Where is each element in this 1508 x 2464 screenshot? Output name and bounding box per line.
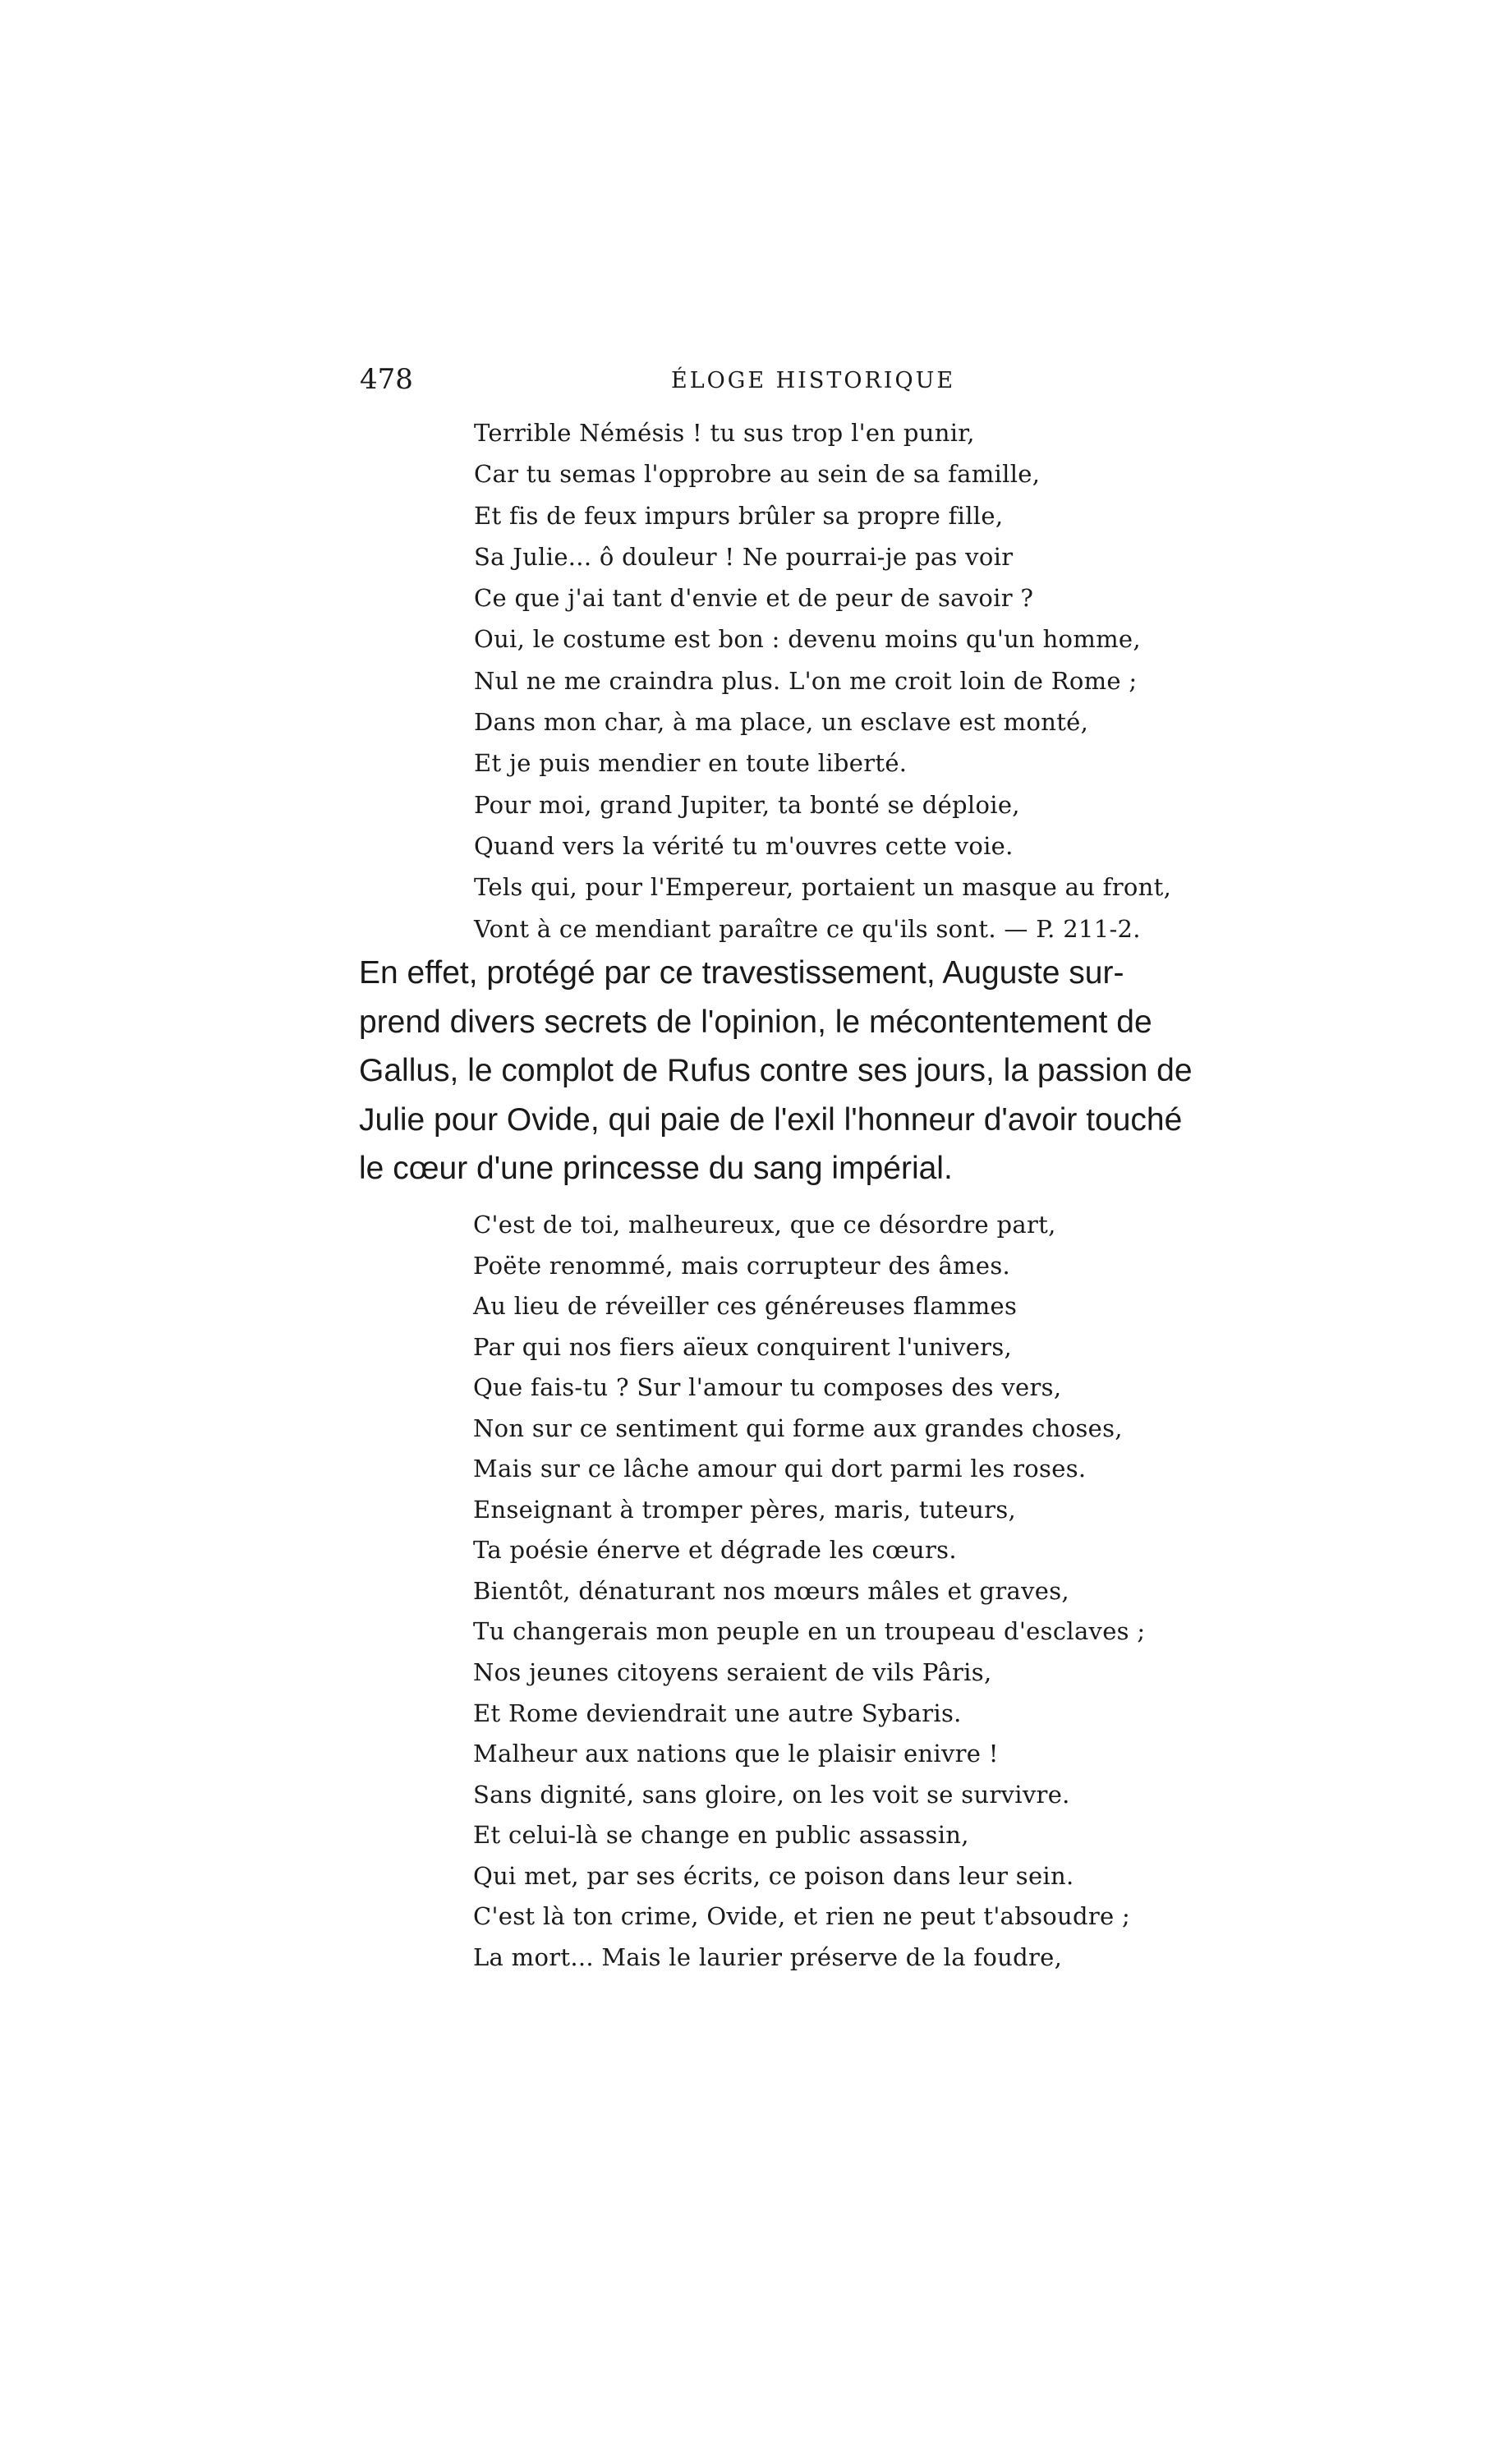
verse-line: Enseignant à tromper pères, maris, tuteurs, xyxy=(473,1495,1017,1524)
verse-line: C'est là ton crime, Ovide, et rien ne peut t'absoudre ; xyxy=(473,1902,1131,1931)
verse-line: Ce que j'ai tant d'envie et de peur de savoir ? xyxy=(474,584,1034,613)
prose-line: prend divers secrets de l'opinion, le mécontentement de xyxy=(359,1004,1152,1040)
verse-block-2 xyxy=(473,1205,1145,1978)
page-number: 478 xyxy=(360,363,413,396)
verse-block-1 xyxy=(474,412,1171,949)
verse-line: Terrible Némésis ! tu sus trop l'en punir, xyxy=(474,419,975,447)
verse-line: Pour moi, grand Jupiter, ta bonté se déploie, xyxy=(474,790,1020,819)
prose-line: En effet, protégé par ce travestissement, Auguste sur- xyxy=(359,955,1124,991)
verse-line: Quand vers la vérité tu m'ouvres cette voie. xyxy=(474,831,1014,860)
verse-line: Ta poésie énerve et dégrade les cœurs. xyxy=(473,1536,957,1565)
verse-line: Nul ne me craindra plus. L'on me croit loin de Rome ; xyxy=(474,666,1138,695)
verse-line: Nos jeunes citoyens seraient de vils Pâris, xyxy=(473,1658,992,1687)
verse-line: La mort... Mais le laurier préserve de la foudre, xyxy=(473,1942,1063,1971)
running-head: ÉLOGE HISTORIQUE xyxy=(671,368,956,393)
verse-line: Et je puis mendier en toute liberté. xyxy=(474,749,908,778)
verse-line: Par qui nos fiers aïeux conquirent l'univers, xyxy=(473,1332,1013,1361)
verse-line: Oui, le costume est bon : devenu moins qu'un homme, xyxy=(474,625,1141,654)
verse-line: Et celui-là se change en public assassin, xyxy=(473,1821,969,1850)
verse-line: Malheur aux nations que le plaisir enivre ! xyxy=(473,1740,999,1768)
verse-line: Mais sur ce lâche amour qui dort parmi les roses. xyxy=(473,1455,1087,1483)
verse-line: Tels qui, pour l'Empereur, portaient un masque au front, xyxy=(474,873,1172,902)
verse-line: Dans mon char, à ma place, un esclave est monté, xyxy=(474,708,1089,737)
prose-line: Julie pour Ovide, qui paie de l'exil l'honneur d'avoir touché xyxy=(359,1101,1183,1138)
prose-paragraph xyxy=(359,949,1242,1193)
verse-line: Et Rome deviendrait une autre Sybaris. xyxy=(473,1699,962,1727)
verse-line: Que fais-tu ? Sur l'amour tu composes des vers, xyxy=(473,1373,1062,1402)
verse-line: Sa Julie... ô douleur ! Ne pourrai-je pas voir xyxy=(474,542,1014,571)
verse-line: Vont à ce mendiant paraître ce qu'ils sont. — P. 211-2. xyxy=(474,914,1141,943)
verse-line: Sans dignité, sans gloire, on les voit se survivre. xyxy=(473,1780,1070,1809)
verse-line: Au lieu de réveiller ces généreuses flammes xyxy=(473,1292,1018,1321)
verse-line: Qui met, par ses écrits, ce poison dans leur sein. xyxy=(473,1861,1074,1890)
verse-line: Et fis de feux impurs brûler sa propre fille, xyxy=(474,501,1004,530)
verse-line: Tu changerais mon peuple en un troupeau d'esclaves ; xyxy=(473,1617,1146,1646)
verse-line: Poëte renommé, mais corrupteur des âmes. xyxy=(473,1251,1011,1280)
verse-line: Car tu semas l'opprobre au sein de sa famille, xyxy=(474,460,1041,489)
verse-line: Non sur ce sentiment qui forme aux grandes choses, xyxy=(473,1414,1123,1442)
verse-line: Bientôt, dénaturant nos mœurs mâles et graves, xyxy=(473,1576,1069,1605)
prose-line: Gallus, le complot de Rufus contre ses jours, la passion de xyxy=(359,1053,1193,1088)
verse-line: C'est de toi, malheureux, que ce désordre part, xyxy=(473,1211,1056,1239)
prose-line: le cœur d'une princesse du sang impérial. xyxy=(359,1151,953,1186)
